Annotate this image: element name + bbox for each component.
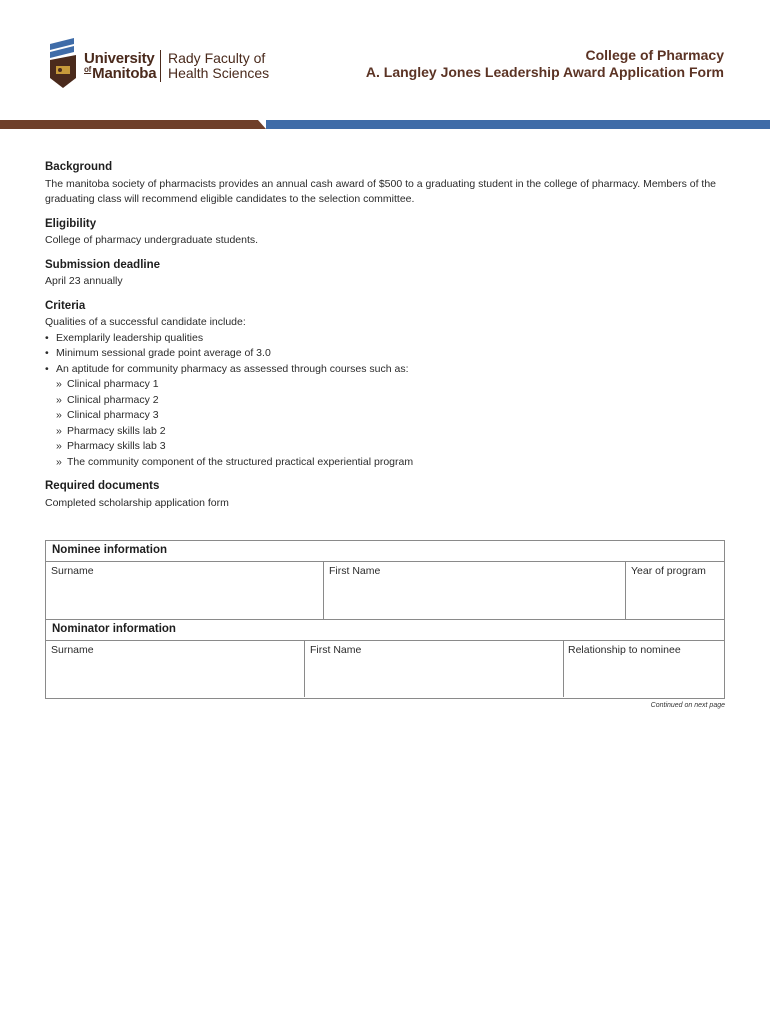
background-text: The manitoba society of pharmacists provides an annual cash award of $500 to a graduating student in the college of pharmacy. Members of the graduating class will recommend eligible candidates to the selection committee.: [45, 177, 717, 205]
list-item: • Exemplarily leadership qualities: [45, 331, 725, 347]
criteria-intro: Qualities of a successful candidate include:: [45, 316, 246, 328]
nominee-year-field[interactable]: [631, 565, 721, 619]
required-documents-heading: Required documents: [45, 480, 160, 492]
eligibility-heading: Eligibility: [45, 217, 97, 230]
title-form-name: A. Langley Jones Leadership Award Application Form: [365, 64, 724, 80]
list-item: » Clinical pharmacy 1: [45, 377, 725, 393]
list-item: » Pharmacy skills lab 3: [45, 439, 725, 455]
deadline-heading: Submission deadline: [45, 258, 161, 271]
nominator-surname-field[interactable]: [51, 644, 303, 694]
university-logo: [48, 38, 278, 90]
logo-divider: [160, 50, 161, 82]
header-band-blue: [266, 120, 770, 129]
course-list: [45, 377, 725, 470]
background-heading: Background: [45, 161, 113, 173]
list-item: • An aptitude for community pharmacy as assessed through courses such as:: [45, 362, 725, 378]
divider: [563, 640, 564, 697]
logo-university-text: University: [84, 50, 155, 67]
nominee-first-name-label: First Name: [329, 565, 381, 577]
nominee-header: [46, 541, 724, 562]
list-item: » Clinical pharmacy 2: [45, 393, 725, 409]
shield-crest-icon: [48, 38, 80, 90]
divider: [323, 561, 324, 619]
header-band-notch: [258, 120, 266, 129]
criteria-list: [45, 331, 725, 378]
divider: [625, 561, 626, 619]
nominee-surname-field[interactable]: [51, 565, 321, 619]
nominee-first-name-field[interactable]: [329, 565, 625, 619]
nominator-header: [46, 620, 724, 641]
nominee-year-label: Year of program: [631, 565, 706, 577]
nominator-first-name-label: First Name: [310, 644, 362, 656]
criteria-heading: Criteria: [45, 299, 86, 312]
form-instructions: [45, 160, 725, 511]
nominator-relationship-label: Relationship to nominee: [568, 644, 681, 656]
nominator-surname-label: Surname: [51, 644, 94, 656]
logo-manitoba-word: Manitoba: [92, 65, 157, 82]
divider: [304, 640, 305, 697]
nominator-first-name-field[interactable]: [310, 644, 562, 694]
deadline-text: April 23 annually: [45, 275, 123, 287]
continued-note: Continued on next page: [650, 702, 725, 709]
application-form-table: [45, 540, 725, 699]
eligibility-text: College of pharmacy undergraduate students.: [45, 234, 259, 246]
nominee-heading: Nominee information: [52, 544, 168, 556]
logo-faculty-line1: Rady Faculty of: [168, 50, 266, 66]
document-title: [366, 47, 724, 81]
logo-faculty-line2: Health Sciences: [168, 65, 270, 81]
nominee-surname-label: Surname: [51, 565, 94, 577]
list-item: » Clinical pharmacy 3: [45, 408, 725, 424]
required-documents-text: Completed scholarship application form: [45, 496, 229, 509]
list-item: • Minimum sessional grade point average of 3.0: [45, 346, 725, 362]
logo-manitoba-text: [84, 65, 156, 82]
nominator-heading: Nominator information: [52, 623, 176, 635]
nominator-relationship-field[interactable]: [568, 644, 720, 694]
title-college: College of Pharmacy: [585, 47, 724, 63]
header-band-brown: [0, 120, 266, 129]
logo-of-text: of: [84, 65, 92, 74]
list-item: » The community component of the structured practical experiential program: [45, 455, 725, 471]
list-item: » Pharmacy skills lab 2: [45, 424, 725, 440]
